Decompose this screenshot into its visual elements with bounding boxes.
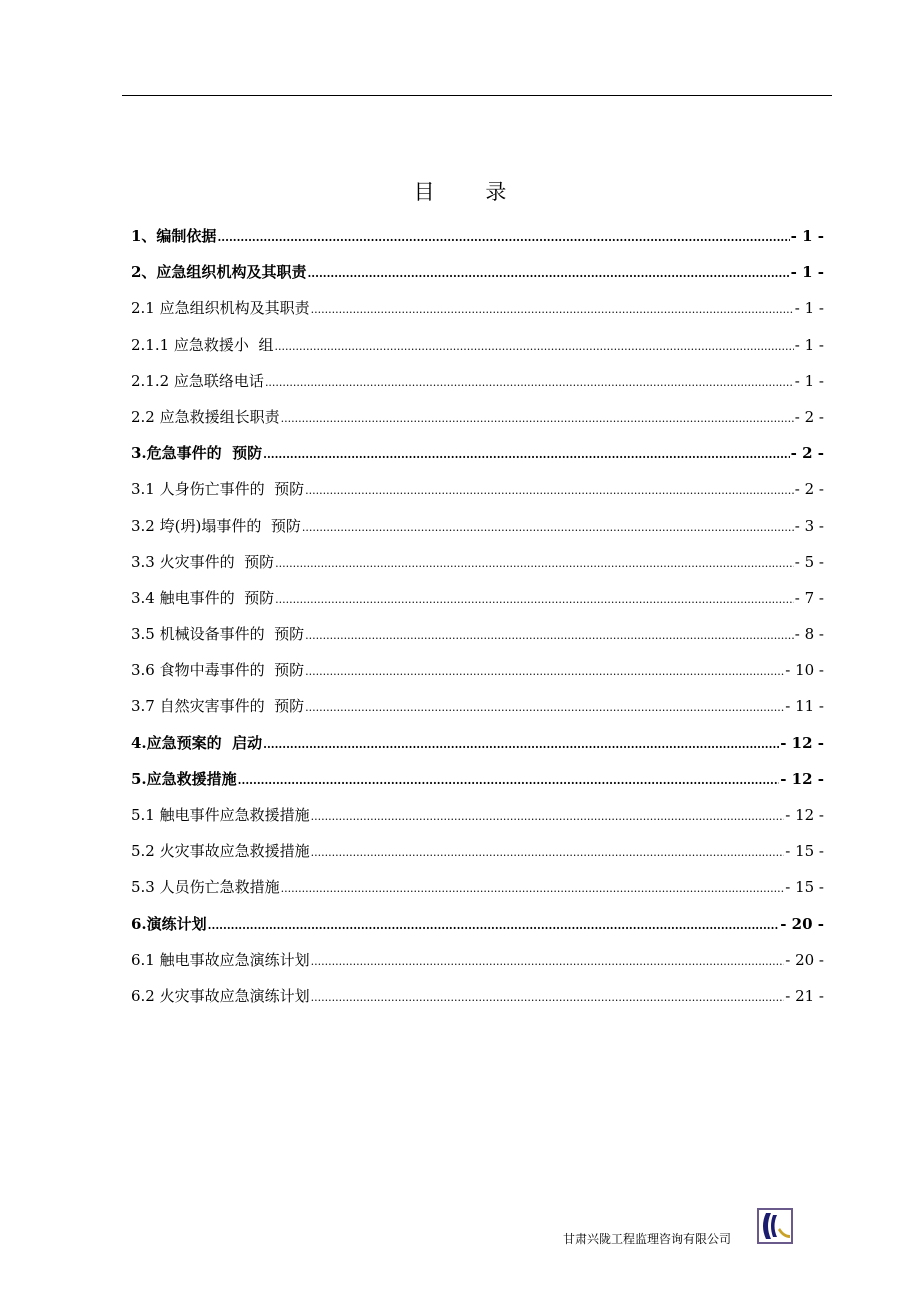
- toc-entry[interactable]: [131, 218, 824, 254]
- toc-entry-label: 3.危急事件的 预防: [131, 444, 263, 463]
- toc-entry-label: 2.1 应急组织机构及其职责: [131, 299, 310, 318]
- toc-dot-leader: [311, 799, 785, 835]
- toc-entry-page: - 8 -: [794, 625, 824, 644]
- toc-entry-label: 1、编制依据: [131, 227, 217, 245]
- toc-dot-leader: [265, 365, 794, 401]
- toc-entry-page: - 5 -: [794, 552, 824, 571]
- toc-dot-leader: [311, 292, 794, 328]
- toc-dot-leader: [274, 329, 793, 365]
- company-logo-icon: [757, 1208, 793, 1244]
- toc-entry-page: - 10 -: [785, 661, 824, 680]
- toc-entry-page: - 21 -: [785, 986, 824, 1005]
- toc-entry-label: 6.2 火灾事故应急演练计划: [131, 986, 310, 1005]
- toc-dot-leader: [275, 582, 794, 618]
- toc-title: 目 录: [413, 180, 529, 204]
- toc-entry-page: - 2 -: [794, 407, 824, 426]
- footer-company-name: 甘肃兴陇工程监理咨询有限公司: [563, 1232, 732, 1246]
- toc-dot-leader: [281, 871, 785, 907]
- toc-entry[interactable]: [131, 435, 824, 471]
- toc-dot-leader: [302, 510, 794, 546]
- toc-entry-page: - 20 -: [780, 914, 824, 933]
- toc-entry[interactable]: [131, 688, 824, 724]
- toc-entry-page: - 15 -: [785, 842, 824, 861]
- toc-entry[interactable]: [131, 906, 824, 942]
- toc-entry-page: - 1 -: [794, 371, 824, 390]
- toc-entry-page: - 7 -: [794, 588, 824, 607]
- toc-entry-label: 3.2 垮(坍)塌事件的 预防: [131, 516, 301, 535]
- toc-dot-leader: [305, 618, 794, 654]
- toc-dot-leader: [263, 727, 779, 763]
- toc-entry-label: 2、应急组织机构及其职责: [131, 263, 307, 282]
- toc-entry-label: 3.6 食物中毒事件的 预防: [131, 661, 305, 680]
- toc-entry[interactable]: [131, 942, 824, 978]
- toc-entry[interactable]: [131, 471, 824, 507]
- toc-entry-label: 5.应急救援措施: [131, 769, 237, 788]
- toc-dot-leader: [305, 690, 784, 726]
- toc-dot-leader: [217, 220, 789, 256]
- toc-entry[interactable]: [131, 327, 824, 363]
- toc-entry-label: 2.1.1 应急救援小 组: [131, 335, 274, 354]
- toc-entry[interactable]: [131, 978, 824, 1014]
- toc-dot-leader: [305, 654, 784, 690]
- toc-entry[interactable]: [131, 833, 824, 869]
- toc-entry[interactable]: [131, 652, 824, 688]
- toc-entry-page: - 2 -: [790, 444, 824, 463]
- toc-dot-leader: [281, 401, 794, 437]
- toc-entry-label: 3.5 机械设备事件的 预防: [131, 625, 305, 644]
- toc-entry-page: - 2 -: [794, 480, 824, 499]
- toc-dot-leader: [305, 473, 794, 509]
- toc-entry-page: - 12 -: [785, 806, 824, 824]
- toc-entry-label: 2.2 应急救援组长职责: [131, 407, 280, 426]
- toc-entry-label: 5.1 触电事件应急救援措施: [131, 806, 310, 824]
- toc-entry-page: - 20 -: [785, 950, 824, 969]
- toc-entry-label: 3.4 触电事件的 预防: [131, 588, 275, 607]
- toc-entry-label: 4.应急预案的 启动: [131, 733, 263, 752]
- toc-entry-label: 5.3 人员伤亡急救措施: [131, 878, 280, 897]
- toc-entry-label: 3.3 火灾事件的 预防: [131, 552, 275, 571]
- toc-entry[interactable]: [131, 363, 824, 399]
- toc-dot-leader: [311, 980, 785, 1016]
- toc-entry-label: 6.1 触电事故应急演练计划: [131, 950, 310, 969]
- toc-entry[interactable]: [131, 761, 824, 797]
- toc-entry[interactable]: [131, 616, 824, 652]
- toc-dot-leader: [275, 546, 794, 582]
- header-rule: [122, 95, 832, 96]
- toc-entry[interactable]: [131, 399, 824, 435]
- toc-entry-page: - 12 -: [780, 733, 824, 752]
- toc-entry-page: - 12 -: [780, 769, 824, 788]
- toc-entry-page: - 1 -: [794, 335, 824, 354]
- toc-entry-page: - 11 -: [785, 697, 824, 716]
- toc-entry-page: - 1 -: [790, 227, 824, 245]
- toc-entry-label: 2.1.2 应急联络电话: [131, 371, 264, 390]
- toc-entry-page: - 3 -: [794, 516, 824, 535]
- toc-entry-page: - 15 -: [785, 878, 824, 897]
- table-of-contents: [131, 218, 824, 1014]
- toc-dot-leader: [208, 908, 780, 944]
- toc-entry[interactable]: [131, 254, 824, 290]
- toc-entry-page: - 1 -: [790, 263, 824, 282]
- toc-dot-leader: [238, 763, 780, 799]
- toc-entry[interactable]: [131, 725, 824, 761]
- toc-entry[interactable]: [131, 290, 824, 326]
- toc-entry-label: 3.1 人身伤亡事件的 预防: [131, 480, 305, 499]
- toc-entry-page: - 1 -: [794, 299, 824, 318]
- toc-entry-label: 6.演练计划: [131, 914, 207, 933]
- toc-entry[interactable]: [131, 508, 824, 544]
- toc-dot-leader: [263, 437, 790, 473]
- toc-dot-leader: [311, 835, 785, 871]
- toc-entry[interactable]: [131, 869, 824, 905]
- toc-dot-leader: [311, 944, 785, 980]
- toc-dot-leader: [307, 256, 789, 292]
- toc-entry[interactable]: [131, 580, 824, 616]
- toc-entry[interactable]: [131, 544, 824, 580]
- toc-entry-label: 3.7 自然灾害事件的 预防: [131, 697, 305, 716]
- toc-entry[interactable]: [131, 797, 824, 833]
- toc-entry-label: 5.2 火灾事故应急救援措施: [131, 842, 310, 861]
